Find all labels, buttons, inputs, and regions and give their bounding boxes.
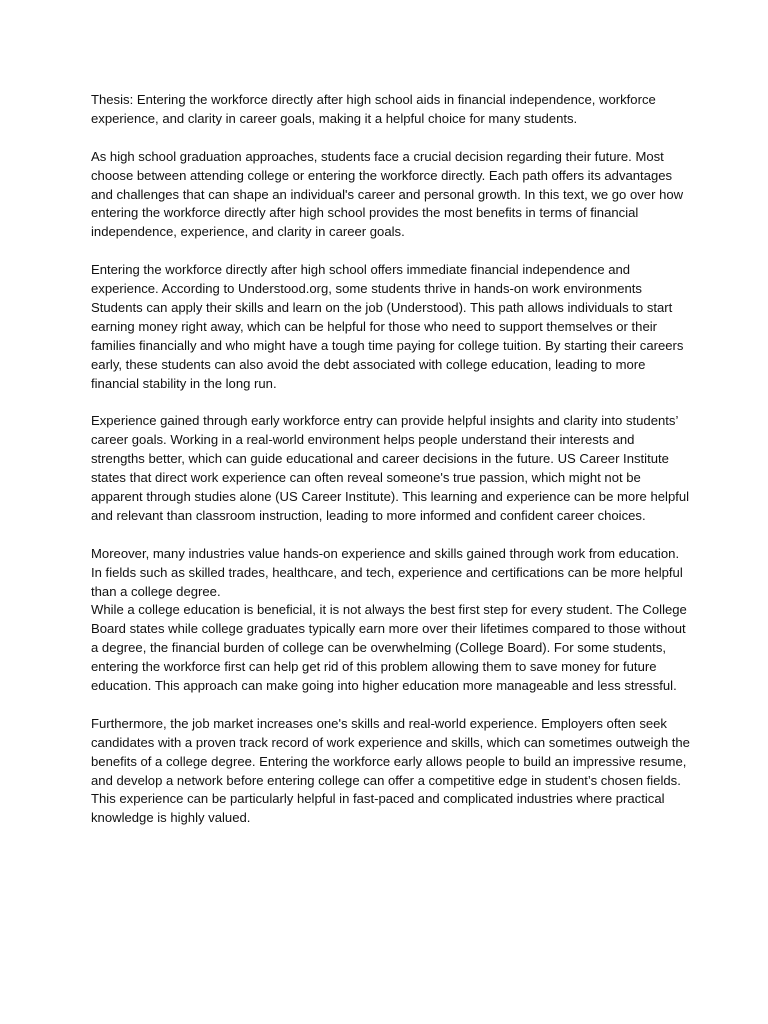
job-market-paragraph: Furthermore, the job market increases one's skills and real-world experience. Employers often seek candidates with a proven track record of work experience and skills, which can sometimes outweigh the benefits of a college degree. Entering the workforce early allows people to build an impressive resume, and develop a network before entering college can offer a competitive edge in student’s chosen fields. This experience can be particularly helpful in fast-paced and complicated industries where practical knowledge is highly valued. <box>91 715 690 826</box>
college-cost-paragraph: While a college education is beneficial, it is not always the best first step for every student. The College Board states while college graduates typically earn more over their lifetimes compared to those without a degree, the financial burden of college can be overwhelming (College Board). For some students, entering the workforce first can help get rid of this problem allowing them to save money for future education. This approach can make going into higher education more manageable and less stressful. <box>91 602 687 694</box>
financial-independence-paragraph: Entering the workforce directly after high school offers immediate financial independence and experience. According to Understood.org, some students thrive in hands-on work environments Students can apply their skills and learn on the job (Understood). This path allows individuals to start earning money right away, which can be helpful for those who need to support themselves or their families financially and who might have a tough time paying for college tuition. By starting their careers early, these students can also avoid the debt associated with college education, leading to more financial stability in the long run. <box>91 262 684 391</box>
intro-paragraph: As high school graduation approaches, students face a crucial decision regarding their future. Most choose between attending college or entering the workforce directly. Each path offers its advantages and challenges that can shape an individual's career and personal growth. In this text, we go over how entering the workforce directly after high school provides the most benefits in terms of financial independence, experience, and clarity in career goals. <box>91 148 684 240</box>
thesis-paragraph: Thesis: Entering the workforce directly after high school aids in financial independence, workforce experience, and clarity in career goals, making it a helpful choice for many students. <box>91 92 656 126</box>
industry-value-paragraph: Moreover, many industries value hands-on experience and skills gained through work from education. In fields such as skilled trades, healthcare, and tech, experience and certifications can be more helpful than a college degree. <box>91 545 683 599</box>
career-clarity-paragraph: Experience gained through early workforce entry can provide helpful insights and clarity into students’ career goals. Working in a real-world environment helps people understand their interests and strengths better, which can guide educational and career decisions in the future. US Career Institute states that direct work experience can often reveal someone's true passion, which might not be apparent through studies alone (US Career Institute). This learning and experience can be more helpful and relevant than classroom instruction, leading to more informed and confident career choices. <box>91 413 690 523</box>
document-body <box>91 91 691 847</box>
